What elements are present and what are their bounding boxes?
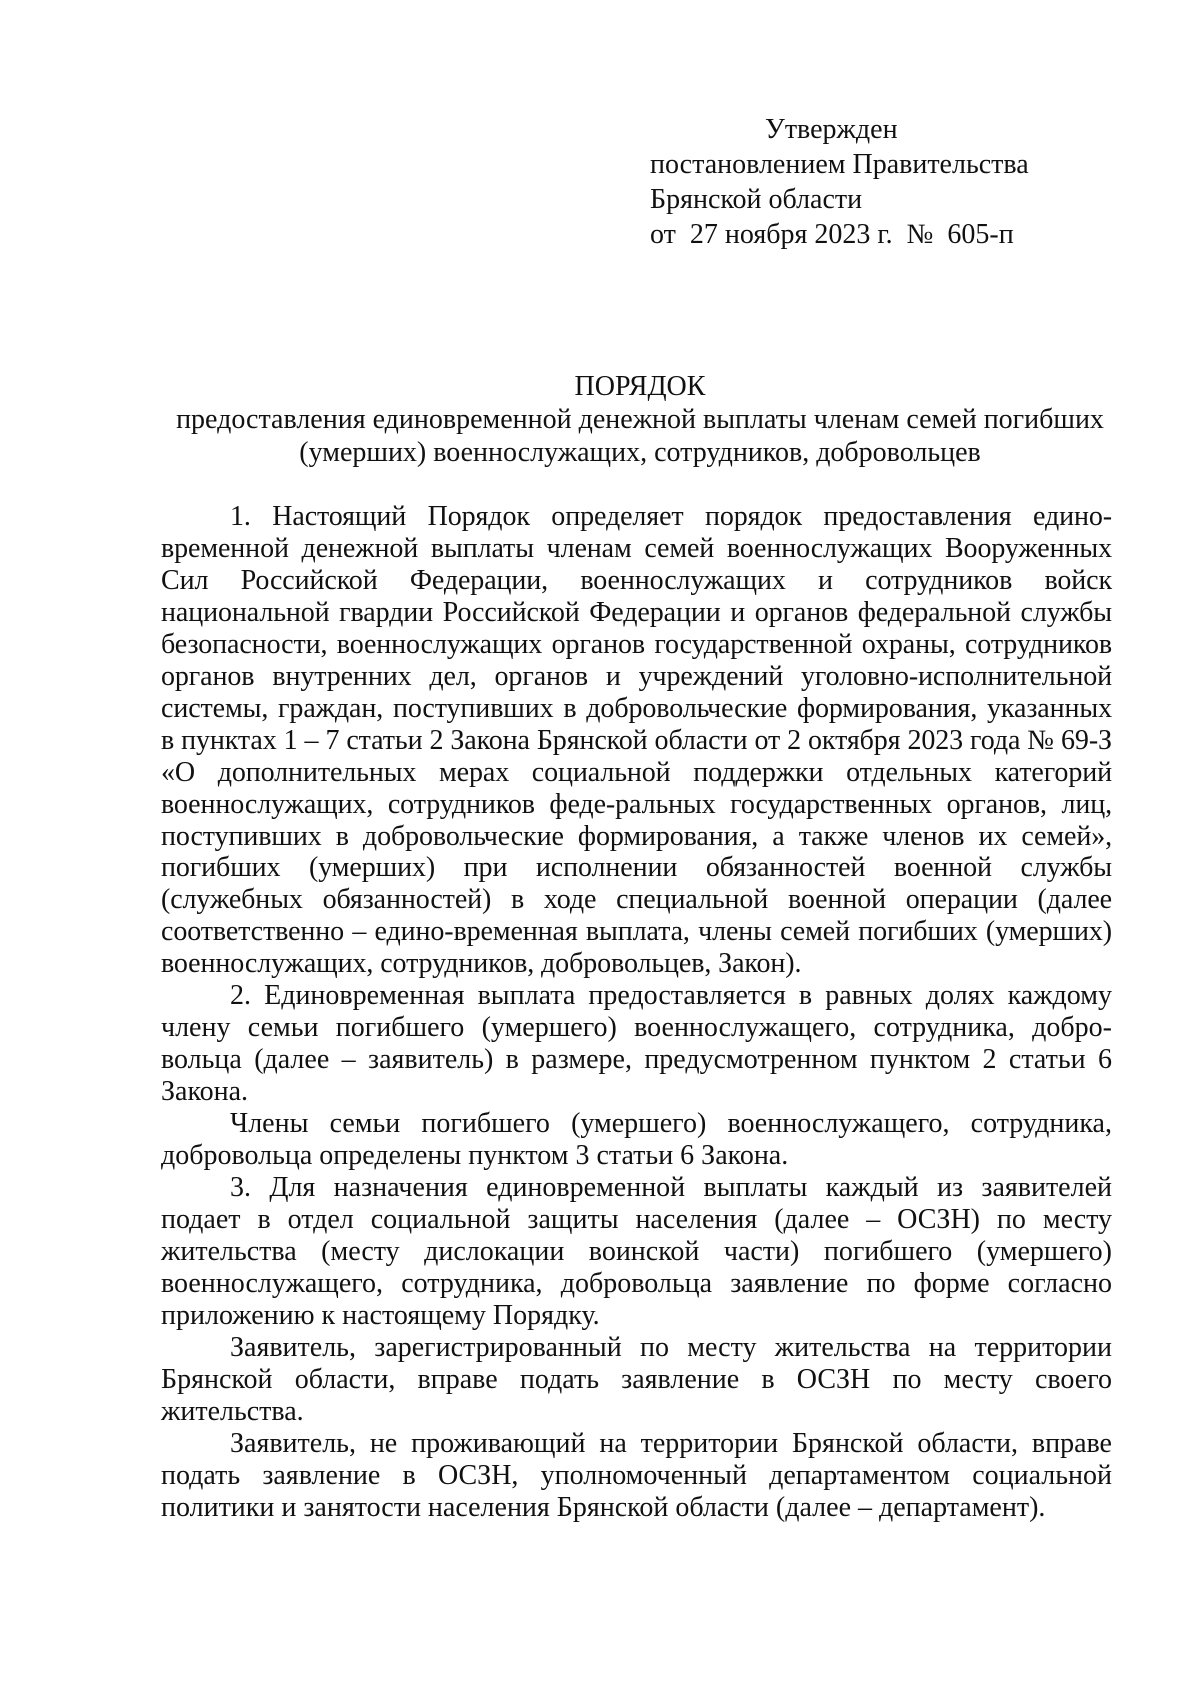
- paragraph-2-family-members: Члены семьи погибшего (умершего) военнослужащего, сотрудника, добровольца определены пунктом 3 статьи 6 Закона.: [161, 1108, 1112, 1172]
- approval-line-resolution: постановлением Правительства: [650, 149, 1029, 180]
- paragraph-3-registered-applicant: Заявитель, зарегистрированный по месту жительства на территории Брянской области, вправе подать заявление в ОСЗН по месту своего жительства.: [161, 1331, 1112, 1427]
- document-title-block: [140, 370, 1140, 469]
- paragraph-3: 3. Для назначения единовременной выплаты каждый из заявителей подает в отдел социальной защиты населения (далее – ОСЗН) по месту жительства (месту дислокации воинской части) погибшего (умершего) военнослужащего, сотрудника, добровольца заявление по форме согласно приложению к настоящему Порядку.: [161, 1172, 1112, 1331]
- approval-stamp-block: [650, 112, 1110, 252]
- approval-line-region: Брянской области: [650, 184, 863, 215]
- document-heading: ПОРЯДОК: [574, 371, 706, 402]
- approval-line-date-number: от 27 ноября 2023 г. № 605-п: [650, 219, 1014, 250]
- document-subtitle-line-2: (умерших) военнослужащих, сотрудников, добровольцев: [299, 437, 981, 468]
- paragraph-2: 2. Единовременная выплата предоставляется в равных долях каждому члену семьи погибшего (умершего) военнослужащего, сотрудника, добро-вольца (далее – заявитель) в размере, предусмотренном пунктом 2 статьи 6 Закона.: [161, 980, 1112, 1108]
- paragraph-1: 1. Настоящий Порядок определяет порядок предоставления едино-временной денежной выплаты членам семей военнослужащих Вооруженных Сил Российской Федерации, военнослужащих и сотрудников войск национальной гвардии Российской Федерации и органов федеральной службы безопасности, военнослужащих органов государственной охраны, сотрудников органов внутренних дел, органов и учреждений уголовно-исполнительной системы, граждан, поступивших в добровольческие формирования, указанных в пунктах 1 – 7 статьи 2 Закона Брянской области от 2 октября 2023 года № 69-З «О дополнительных мерах социальной поддержки отдельных категорий военнослужащих, сотрудников феде-ральных государственных органов, лиц, поступивших в добровольческие формирования, а также членов их семей», погибших (умерших) при исполнении обязанностей военной службы (служебных обязанностей) в ходе специальной военной операции (далее соответственно – едино-временная выплата, члены семей погибших (умерших) военнослужащих, сотрудников, добровольцев, Закон).: [161, 501, 1112, 980]
- approval-line-approved: Утвержден: [765, 114, 898, 145]
- document-body: [161, 501, 1112, 1524]
- paragraph-3-nonresident-applicant: Заявитель, не проживающий на территории Брянской области, вправе подать заявление в ОСЗН, уполномоченный департаментом социальной политики и занятости населения Брянской области (далее – департамент).: [161, 1427, 1112, 1523]
- document-subtitle-line-1: предоставления единовременной денежной выплаты членам семей погибших: [176, 404, 1104, 435]
